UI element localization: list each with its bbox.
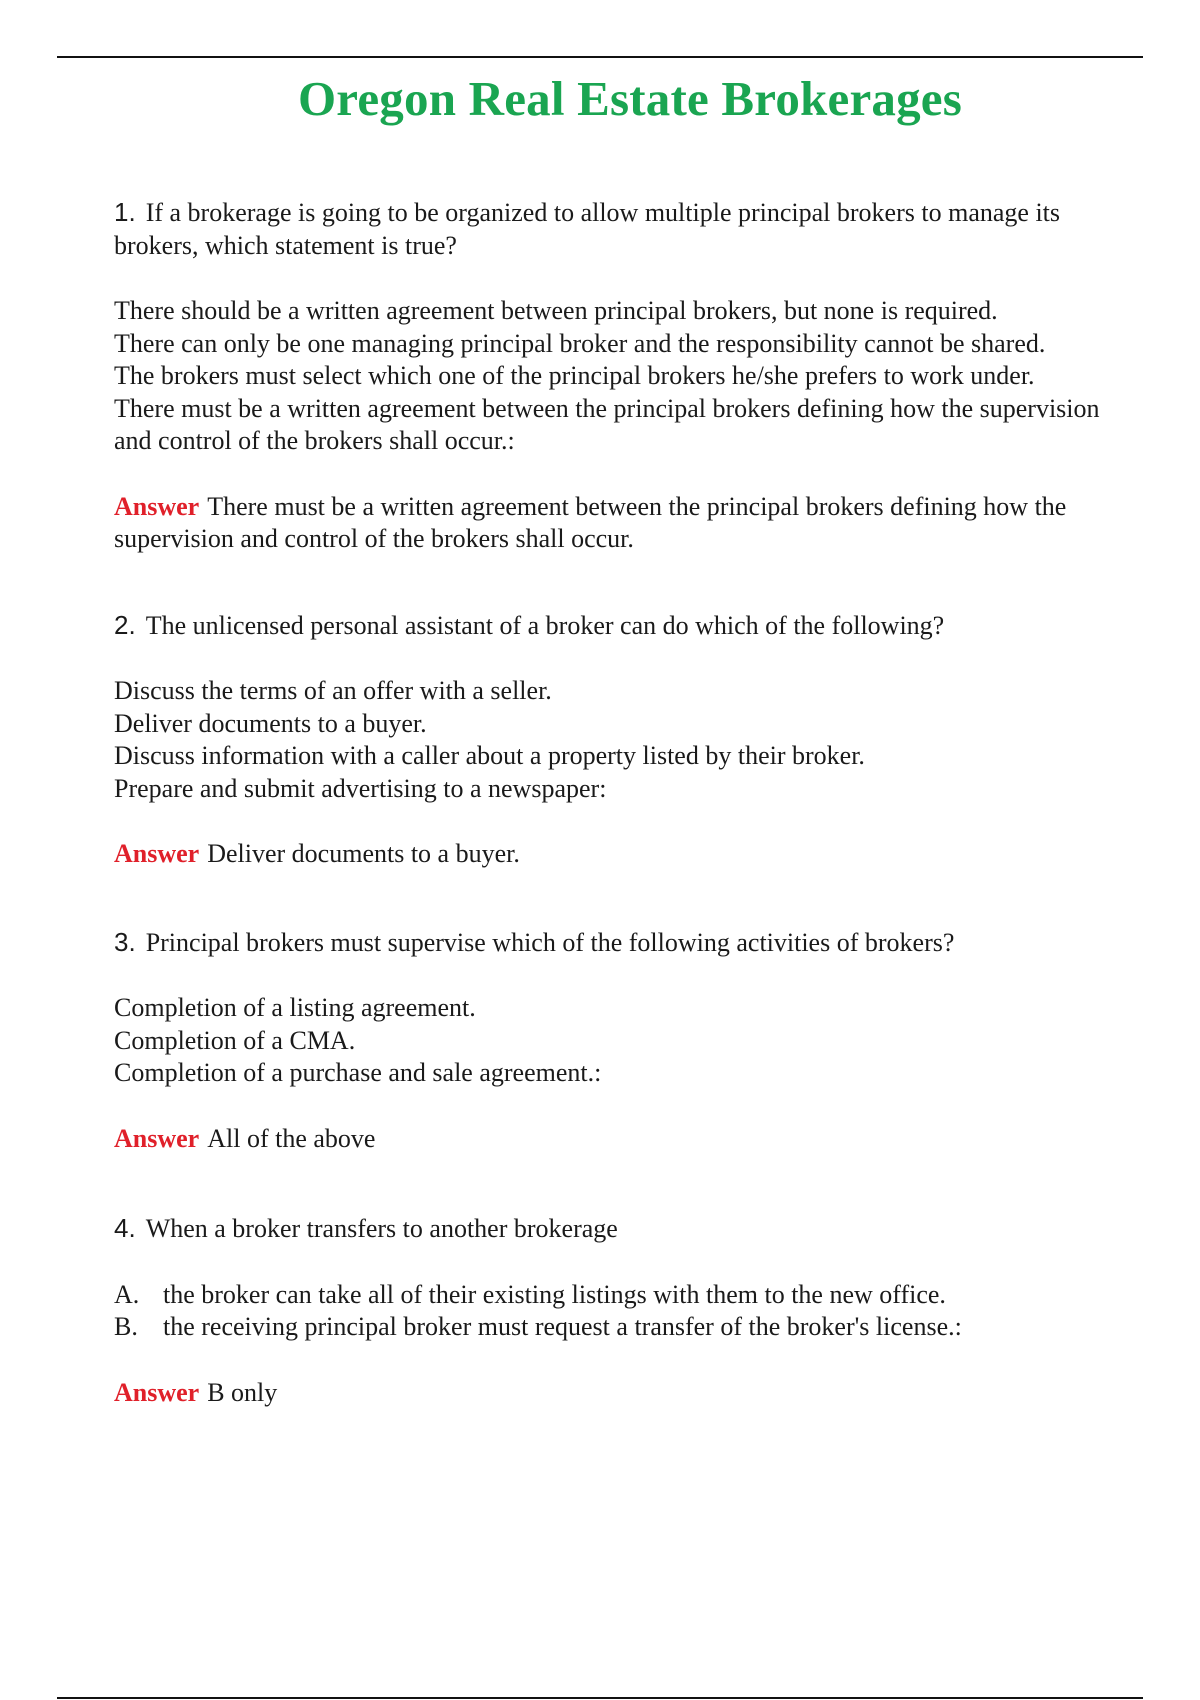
answer [114,1123,1134,1156]
answer-label: Answer [114,1123,200,1153]
top-rule [57,56,1143,58]
option: A. the broker can take all of their existing listings with them to the new office. [114,1279,1134,1312]
answer [114,838,1134,871]
answer-text: B only [207,1377,278,1407]
question-text: 1. If a brokerage is going to be organized to allow multiple principal brokers to manage its brokers, which statement is true? [114,197,1061,260]
question-number: 1. [114,197,136,227]
option: Discuss information with a caller about a property listed by their broker. [114,741,865,770]
answer-label: Answer [114,839,200,868]
question-3 [114,926,1134,1156]
answer-text: There must be a written agreement between the principal brokers defining how the supervision and control of the brokers shall occur. [114,491,1067,553]
option: Discuss the terms of an offer with a seller. [114,676,552,705]
answer [114,491,1134,556]
option-list [114,992,1134,1090]
quiz-content [114,196,1134,1435]
option: Prepare and submit advertising to a newspaper: [114,773,607,803]
option-letter: A. [114,1279,140,1309]
page-title: Oregon Real Estate Brokerages [297,71,963,126]
option-list [114,295,1134,458]
bottom-rule [57,1697,1143,1699]
question-2 [114,609,1134,871]
question-1 [114,196,1134,556]
question-text: 3. Principal brokers must supervise which of the following activities of brokers? [114,926,955,957]
option: Completion of a listing agreement. [114,993,476,1022]
option: The brokers must select which one of the principal brokers he/she prefers to work under. [114,361,1035,390]
option-letter: B. [114,1312,138,1341]
answer-text: All of the above [207,1123,376,1153]
question-4 [114,1212,1134,1409]
option: There should be a written agreement between principal brokers, but none is required. [114,296,998,325]
question-number: 2. [114,609,136,640]
option-list [114,675,1134,805]
answer [114,1377,1134,1410]
question-text: 4. When a broker transfers to another brokerage [114,1213,618,1243]
question-number: 4. [114,1213,136,1243]
answer-text: Deliver documents to a buyer. [207,839,520,868]
option: B. the receiving principal broker must request a transfer of the broker's license.: [114,1311,1134,1344]
option: Completion of a purchase and sale agreement.: [114,1058,602,1087]
answer-label: Answer [114,1377,200,1407]
option-list [114,1279,1134,1344]
question-number: 3. [114,926,136,957]
option: There must be a written agreement between the principal brokers defining how the supervision and control of the brokers shall occur.: [114,393,1100,455]
option: There can only be one managing principal broker and the responsibility cannot be shared. [114,328,1046,358]
option: Deliver documents to a buyer. [114,708,427,738]
question-text: 2. The unlicensed personal assistant of a broker can do which of the following? [114,609,945,640]
answer-label: Answer [114,491,200,521]
option: Completion of a CMA. [114,1025,356,1055]
